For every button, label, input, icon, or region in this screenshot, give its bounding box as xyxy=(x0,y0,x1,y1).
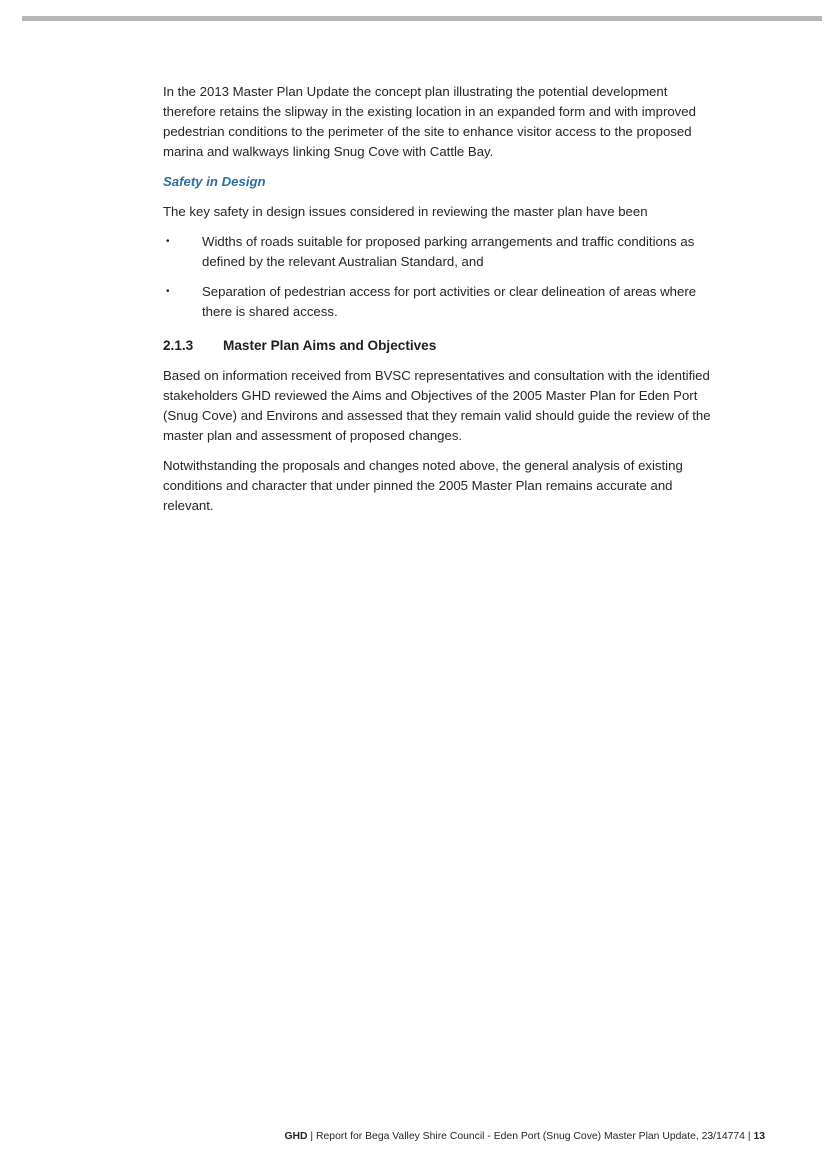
page-body xyxy=(163,82,723,526)
list-item xyxy=(163,282,723,322)
footer-page-number: 13 xyxy=(753,1131,765,1142)
footer-company: GHD xyxy=(284,1131,308,1142)
page-footer xyxy=(240,1131,765,1142)
list-item xyxy=(163,232,723,272)
paragraph-notwithstanding: Notwithstanding the proposals and changes noted above, the general analysis of existing conditions and character that under pinned the 2005 Master Plan remains accurate and relevant. xyxy=(163,458,683,513)
safety-intro: The key safety in design issues considered in reviewing the master plan have been xyxy=(163,204,648,219)
header-rule xyxy=(22,16,822,21)
bullet-text: Widths of roads suitable for proposed parking arrangements and traffic conditions as defined by the relevant Australian Standard, and xyxy=(202,234,695,269)
bullet-text: Separation of pedestrian access for port activities or clear delineation of areas where there is shared access. xyxy=(202,284,697,319)
paragraph-aims-objectives: Based on information received from BVSC representatives and consultation with the identified stakeholders GHD reviewed the Aims and Objectives of the 2005 Master Plan for Eden Port (Snug Cove) and Environs and assessed that they remain valid should guide the review of the master plan and assessment of proposed changes. xyxy=(163,368,711,443)
paragraph-concept-plan: In the 2013 Master Plan Update the concept plan illustrating the potential development therefore retains the slipway in the existing location in an expanded form and with improved pedestrian conditions to the perimeter of the site to enhance visitor access to the proposed marina and walkways linking Snug Cove with Cattle Bay. xyxy=(163,84,696,159)
footer-text: | Report for Bega Valley Shire Council - Eden Port (Snug Cove) Master Plan Update, 23/14774 | xyxy=(307,1131,754,1142)
section-title: Master Plan Aims and Objectives xyxy=(223,338,437,353)
bullet-icon: • xyxy=(166,236,170,247)
safety-bullet-list xyxy=(163,232,723,322)
subheading-safety-in-design: Safety in Design xyxy=(163,174,266,189)
section-heading xyxy=(163,336,723,356)
section-number: 2.1.3 xyxy=(163,338,194,353)
bullet-icon: • xyxy=(166,286,170,297)
